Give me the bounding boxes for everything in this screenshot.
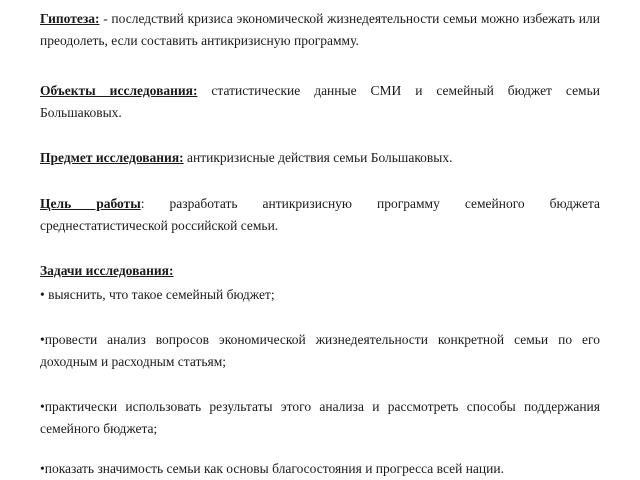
tasks-heading — [40, 260, 600, 282]
objects-text: статистические данные СМИ и семейный бюджет семьи Большаковых. — [40, 83, 600, 120]
task-item: •практически использовать результаты этого анализа и рассмотреть способы поддержания семейного бюджета; — [40, 399, 600, 436]
subject-paragraph — [40, 147, 600, 169]
goal-paragraph — [40, 193, 600, 237]
hypothesis-label: Гипотеза: — [40, 11, 100, 26]
task-item: •провести анализ вопросов экономической жизнедеятельности конкретной семьи по его доходным и расходным статьям; — [40, 332, 600, 369]
goal-label: Цель работы — [40, 196, 141, 211]
goal-text: : разработать антикризисную программу семейного бюджета среднестатистической российской семьи. — [40, 196, 601, 233]
objects-paragraph — [40, 80, 600, 124]
hypothesis-paragraph — [40, 8, 600, 52]
objects-label: Объекты исследования: — [40, 83, 198, 98]
subject-label: Предмет исследования: — [40, 150, 184, 165]
hypothesis-text: - последствий кризиса экономической жизнедеятельности семьи можно избежать или преодолеть, если составить антикризисную программу. — [40, 11, 600, 48]
task-item: • выяснить, что такое семейный бюджет; — [40, 287, 275, 302]
tasks-label: Задачи исследования: — [40, 263, 174, 278]
subject-text: антикризисные действия семьи Большаковых. — [183, 150, 453, 165]
task-item: •показать значимость семьи как основы благосостояния и прогресса всей нации. — [40, 461, 504, 476]
